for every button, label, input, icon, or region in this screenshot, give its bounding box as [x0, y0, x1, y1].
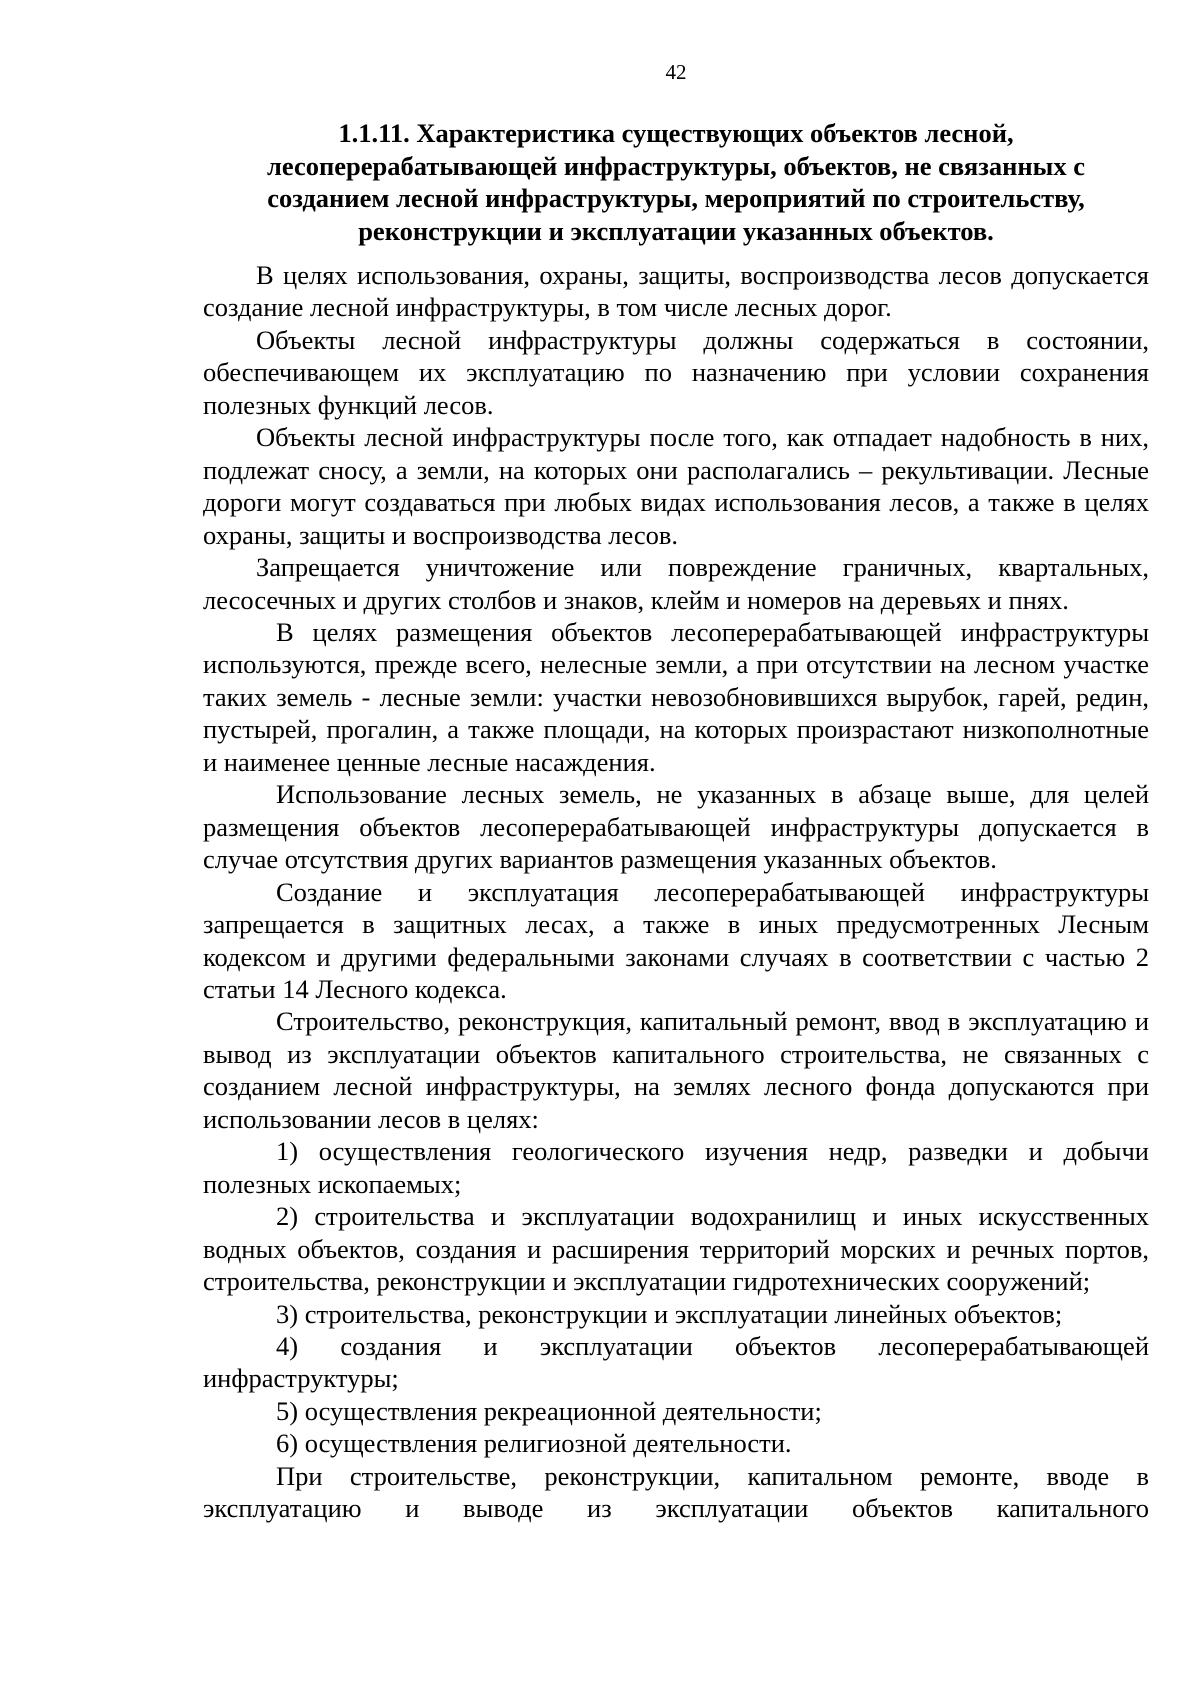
paragraph: Использование лесных земель, не указанных в абзаце выше, для целей размещения объектов лесоперерабатывающей инфраструктуры допускается в случае отсутствия других вариантов размещения указанных объектов.	[203, 779, 1149, 875]
paragraph: При строительстве, реконструкции, капитальном ремонте, вводе в эксплуатацию и выводе из эксплуатации объектов капитального	[203, 1460, 1149, 1524]
paragraph: В целях размещения объектов лесоперерабатывающей инфраструктуры используются, прежде всего, нелесные земли, а при отсутствии на лесном участке таких земель - лесные земли: участки невозобновившихся вырубок, гарей, редин, пустырей, прогалин, а также площади, на которых произрастают низкополнотные и наименее ценные лесные насаждения.	[203, 616, 1149, 777]
heading-line: 1.1.11. Характеристика существующих объектов лесной,	[338, 118, 1014, 148]
paragraph: Строительство, реконструкция, капитальный ремонт, ввод в эксплуатацию и вывод из эксплуатации объектов капитального строительства, не связанных с созданием лесной инфраструктуры, на землях лесного фонда допускаются при использовании лесов в целях:	[203, 1006, 1149, 1134]
list-item: 5) осуществления рекреационной деятельности;	[276, 1395, 822, 1426]
paragraph: В целях использования, охраны, защиты, воспроизводства лесов допускается создание лесной инфраструктуры, в том числе лесных дорог.	[203, 260, 1149, 323]
list-item: 2) строительства и эксплуатации водохранилищ и иных искусственных водных объектов, создания и расширения территорий морских и речных портов, строительства, реконструкции и эксплуатации гидротехнических сооружений;	[203, 1201, 1149, 1297]
heading-line: реконструкции и эксплуатации указанных объектов.	[358, 215, 994, 246]
list-item: 1) осуществления геологического изучения недр, разведки и добычи полезных ископаемых;	[203, 1136, 1149, 1199]
paragraph: Запрещается уничтожение или повреждение граничных, квартальных, лесосечных и других столбов и знаков, клейм и номеров на деревьях и пнях.	[203, 552, 1149, 615]
document-body	[203, 259, 1149, 1525]
section-heading	[203, 117, 1149, 247]
page-number: 42	[665, 60, 687, 84]
paragraph: Объекты лесной инфраструктуры после того, как отпадает надобность в них, подлежат сносу, а земли, на которых они располагались – рекультивации. Лесные дороги могут создаваться при любых видах использования лесов, а также в целях охраны, защиты и воспроизводства лесов.	[203, 422, 1149, 550]
heading-line: лесоперерабатывающей инфраструктуры, объектов, не связанных с	[267, 150, 1085, 181]
list-item: 6) осуществления религиозной деятельности.	[276, 1428, 792, 1459]
paragraph: Создание и эксплуатация лесоперерабатывающей инфраструктуры запрещается в защитных лесах, а также в иных предусмотренных Лесным кодексом и другими федеральными законами случаях в соответствии с частью 2 статьи 14 Лесного кодекса.	[203, 876, 1149, 1004]
paragraph: Объекты лесной инфраструктуры должны содержаться в состоянии, обеспечивающем их эксплуатацию по назначению при условии сохранения полезных функций лесов.	[203, 324, 1149, 420]
list-item: 3) строительства, реконструкции и эксплуатации линейных объектов;	[276, 1298, 1063, 1329]
heading-line: созданием лесной инфраструктуры, мероприятий по строительству,	[267, 183, 1085, 213]
list-item: 4) создания и эксплуатации объектов лесоперерабатывающей инфраструктуры;	[203, 1330, 1149, 1394]
